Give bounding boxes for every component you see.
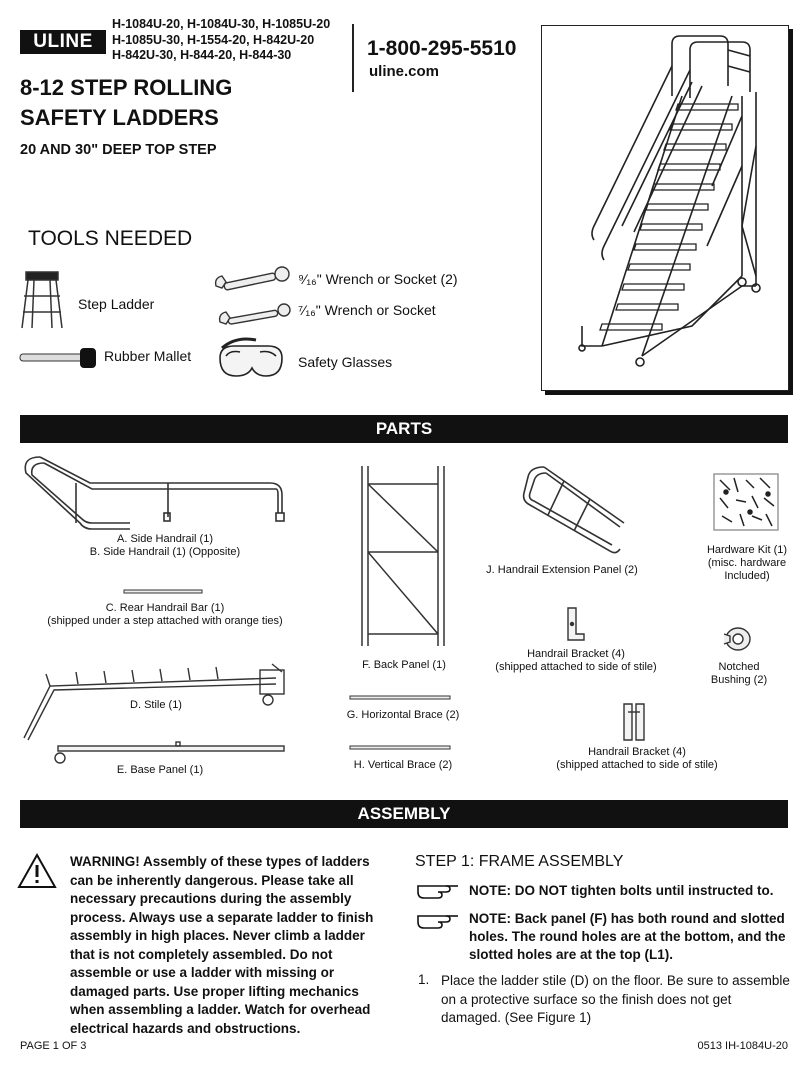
handrail-bracket-icon — [562, 606, 586, 642]
part-caption: D. Stile (1) — [130, 699, 182, 711]
horizontal-brace-icon — [350, 694, 454, 702]
part-caption — [544, 746, 730, 772]
caption-line: Notched — [718, 661, 760, 673]
step-heading: STEP 1: FRAME ASSEMBLY — [415, 853, 624, 870]
model-line: H-1085U-30, H-1554-20, H-842U-20 — [112, 32, 315, 47]
parts-heading: PARTS — [20, 415, 788, 443]
tool-label: ⁹⁄₁₆" Wrench or Socket (2) — [298, 271, 458, 287]
assembly-heading: ASSEMBLY — [20, 800, 788, 828]
caption-line: Handrail Bracket (4) — [527, 648, 625, 660]
part-caption: J. Handrail Extension Panel (2) — [486, 564, 638, 576]
part-caption — [20, 602, 310, 628]
vertical-brace-icon — [350, 744, 454, 752]
title-line: SAFETY LADDERS — [20, 105, 219, 130]
model-numbers — [112, 17, 352, 64]
uline-logo: ULINE — [20, 30, 106, 54]
caption-line: (shipped attached to side of stile) — [556, 759, 718, 771]
caption-line: C. Rear Handrail Bar (1) — [105, 602, 225, 614]
handrail-bracket-icon — [620, 702, 650, 742]
warning-icon — [17, 853, 57, 889]
step-number: 1. — [418, 972, 430, 987]
tool-label: Rubber Mallet — [104, 348, 192, 364]
part-caption: E. Base Panel (1) — [116, 764, 204, 776]
handrail-extension-panel-icon — [520, 463, 630, 559]
part-caption — [700, 661, 778, 687]
warning-body: Assembly of these types of ladders can be inherently dangerous. Please take all necessary precautions during the assembly process. Always use a separate ladder to finish assembly in high places. Never climb a ladder that is not completely assembled. Do not assemble or use a ladder with missing or damaged parts. Use proper lifting mechanics when assembling a ladder. Watch for overhead electrical hazards and obstructions. — [70, 854, 374, 1036]
caption-line: (shipped attached to side of stile) — [495, 661, 657, 673]
notched-bushing-icon — [722, 626, 752, 652]
side-handrail-icon — [20, 453, 300, 533]
rolling-ladder-icon — [542, 26, 790, 392]
caption-line: Hardware Kit (1) — [706, 544, 788, 556]
caption-line: Included) — [724, 570, 770, 582]
tool-label: Safety Glasses — [298, 354, 393, 370]
model-line: H-1084U-20, H-1084U-30, H-1085U-20 — [112, 17, 331, 31]
step-ladder-icon — [20, 270, 64, 330]
caption-line: (misc. hardware — [707, 557, 787, 569]
part-caption: G. Horizontal Brace (2) — [346, 709, 460, 721]
wrench-icon — [216, 300, 296, 330]
back-panel-icon — [356, 466, 450, 646]
phone-number[interactable]: 1-800-295-5510 — [367, 37, 517, 60]
website-link[interactable]: uline.com — [369, 63, 440, 80]
part-caption — [690, 544, 804, 583]
caption-line: Handrail Bracket (4) — [588, 746, 686, 758]
rear-handrail-bar-icon — [124, 588, 204, 596]
wrench-icon — [212, 268, 292, 298]
tools-heading: TOOLS NEEDED — [28, 227, 193, 250]
safety-glasses-icon — [216, 334, 286, 386]
mallet-icon — [18, 346, 98, 370]
caption-line: A. Side Handrail (1) — [117, 533, 213, 545]
caption-line: (shipped under a step attached with orange ties) — [47, 615, 283, 627]
note-text: NOTE: DO NOT tighten bolts until instructed to. — [469, 883, 774, 898]
part-caption: F. Back Panel (1) — [362, 659, 446, 671]
tool-label: Step Ladder — [78, 296, 155, 312]
tool-label: ⁷⁄₁₆" Wrench or Socket — [298, 302, 436, 318]
hardware-kit-icon — [712, 472, 780, 532]
warning-lead: WARNING! — [70, 854, 140, 869]
ladder-illustration — [541, 25, 789, 391]
part-caption: H. Vertical Brace (2) — [353, 759, 453, 771]
caption-line: Bushing (2) — [710, 674, 768, 686]
warning-text — [70, 853, 390, 1038]
page-number: PAGE 1 OF 3 — [20, 1040, 87, 1052]
header-divider — [352, 24, 354, 92]
model-line: H-842U-30, H-844-20, H-844-30 — [112, 48, 292, 62]
step-text: Place the ladder stile (D) on the floor. Be sure to assemble on a protective surface so the finish does not get damaged. (See Figure 1) — [441, 973, 790, 1025]
page-title — [20, 73, 340, 133]
pointing-hand-icon — [416, 880, 460, 900]
document-code: 0513 IH-1084U-20 — [697, 1040, 788, 1052]
page-subtitle: 20 AND 30" DEEP TOP STEP — [20, 142, 217, 158]
note-text: NOTE: Back panel (F) has both round and slotted holes. The round holes are at the bottom, and the slotted holes are at the top (L1). — [469, 911, 786, 962]
part-caption — [60, 533, 270, 559]
base-panel-icon — [52, 742, 288, 766]
pointing-hand-icon — [416, 910, 460, 930]
title-line: 8-12 STEP ROLLING — [20, 75, 233, 100]
caption-line: B. Side Handrail (1) (Opposite) — [89, 546, 241, 558]
part-caption — [484, 648, 668, 674]
